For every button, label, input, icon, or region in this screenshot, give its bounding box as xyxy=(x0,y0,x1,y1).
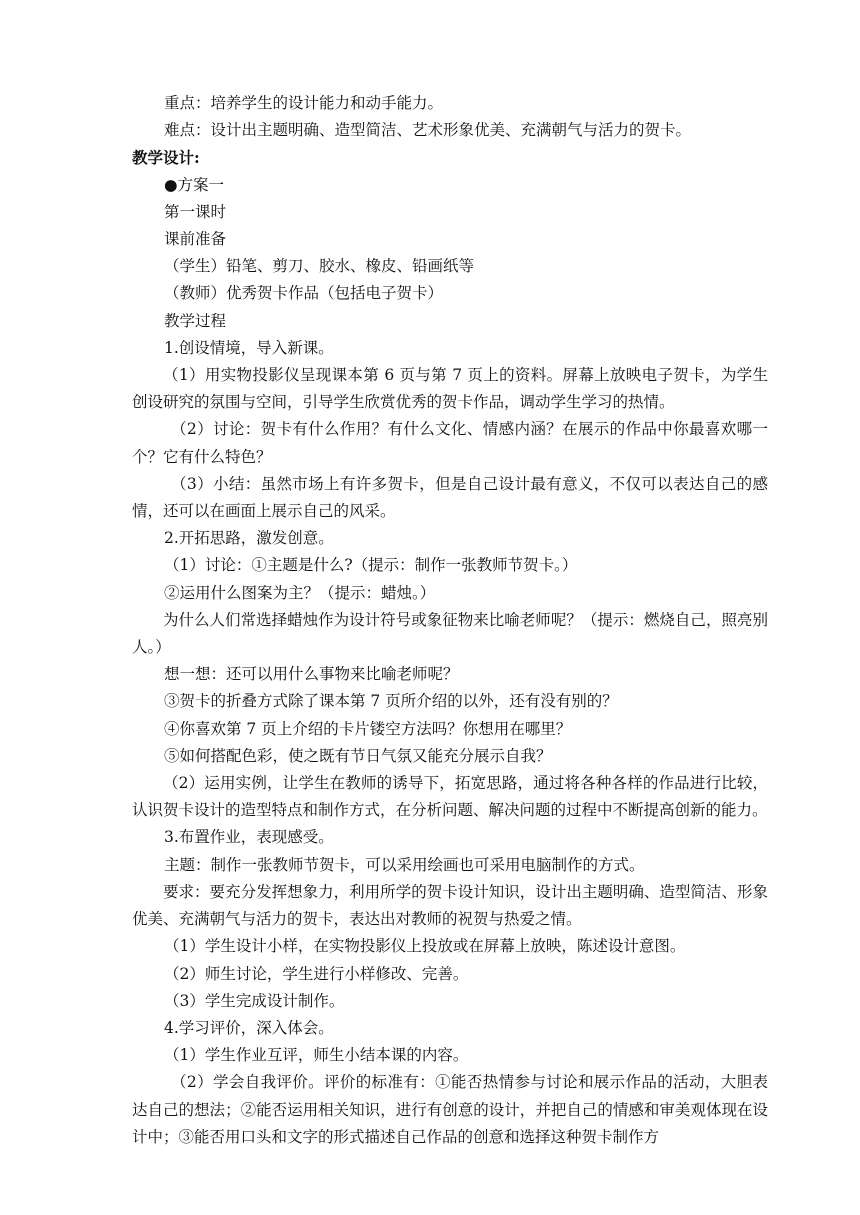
step-1-item-2: （2）讨论：贺卡有什么作用？有什么文化、情感内涵？在展示的作品中你最喜欢哪一个？它有什么特色？ xyxy=(132,420,768,466)
step-2-think: 想一想：还可以用什么事物来比喻老师呢？ xyxy=(164,665,459,684)
step-3-requirements: 要求：要充分发挥想象力，利用所学的贺卡设计知识，设计出主题明确、造型简洁、形象优美、充满朝气与活力的贺卡，表达出对教师的祝贺与热爱之情。 xyxy=(132,882,768,929)
step-2-heading: 2.开拓思路，激发创意。 xyxy=(164,529,334,548)
step-3-item-1: （1）学生设计小样，在实物投影仪上投放或在屏幕上放映，陈述设计意图。 xyxy=(164,937,686,956)
step-3-heading: 3.布置作业，表现感受。 xyxy=(164,828,334,847)
step-2-question-5: ⑤如何搭配色彩，使之既有节日气氛又能充分展示自我？ xyxy=(164,746,552,765)
student-materials: （学生）铅笔、剪刀、胶水、橡皮、铅画纸等 xyxy=(164,257,475,276)
step-2-question-4: ④你喜欢第 7 页上介绍的卡片镂空方法吗？你想用在哪里？ xyxy=(164,719,572,738)
lesson-one-label: 第一课时 xyxy=(164,202,227,221)
step-2-question-3: ③贺卡的折叠方式除了课本第 7 页所介绍的以外，还有没有别的？ xyxy=(164,692,618,711)
section-heading-teaching-design: 教学设计: xyxy=(132,148,200,168)
step-4-heading: 4.学习评价，深入体会。 xyxy=(164,1018,334,1037)
process-label: 教学过程 xyxy=(164,311,227,330)
step-1-heading: 1.创设情境，导入新课。 xyxy=(164,338,334,357)
step-2-item-2: （2）运用实例，让学生在教师的诱导下，拓宽思路，通过将各种各样的作品进行比较，认识贺卡设计的造型特点和制作方式，在分析问题、解决问题的过程中不断提高创新的能力。 xyxy=(132,774,768,820)
preparation-label: 课前准备 xyxy=(164,230,227,249)
step-3-item-2: （2）师生讨论，学生进行小样修改、完善。 xyxy=(164,964,469,983)
document-body xyxy=(132,90,768,1151)
step-4-item-2: （2）学会自我评价。评价的标准有：①能否热情参与讨论和展示作品的活动，大胆表达自己的想法；②能否运用相关知识，进行有创意的设计，并把自己的情感和审美观体现在设计中；③能否用口头和文字的形式描述自己作品的创意和选择这种贺卡制作方 xyxy=(132,1073,768,1146)
key-point: 重点：培养学生的设计能力和动手能力。 xyxy=(164,94,444,112)
step-2-item-1b: ②运用什么图案为主？（提示：蜡烛。） xyxy=(164,583,436,602)
step-2-why-candle: 为什么人们常选择蜡烛作为设计符号或象征物来比喻老师呢？（提示：燃烧自己，照亮别人。） xyxy=(132,610,768,657)
step-3-theme: 主题：制作一张教师节贺卡，可以采用绘画也可采用电脑制作的方式。 xyxy=(164,855,645,874)
step-3-item-3: （3）学生完成设计制作。 xyxy=(164,991,345,1010)
step-2-item-1: （1）讨论：①主题是什么?（提示：制作一张教师节贺卡。） xyxy=(164,556,578,575)
step-4-item-1: （1）学生作业互评，师生小结本课的内容。 xyxy=(164,1046,469,1065)
plan-one-heading: ●方案一 xyxy=(164,175,225,194)
teacher-materials: （教师）优秀贺卡作品（包括电子贺卡） xyxy=(164,284,444,303)
step-1-item-1: （1）用实物投影仪呈现课本第 6 页与第 7 页上的资料。屏幕上放映电子贺卡，为学生创设研究的氛围与空间，引导学生欣赏优秀的贺卡作品，调动学生学习的热情。 xyxy=(132,366,768,412)
difficult-point: 难点：设计出主题明确、造型简洁、艺术形象优美、充满朝气与活力的贺卡。 xyxy=(164,121,692,140)
step-1-item-3: （3）小结：虽然市场上有许多贺卡，但是自己设计最有意义，不仅可以表达自己的感情，还可以在画面上展示自己的风采。 xyxy=(132,474,768,521)
